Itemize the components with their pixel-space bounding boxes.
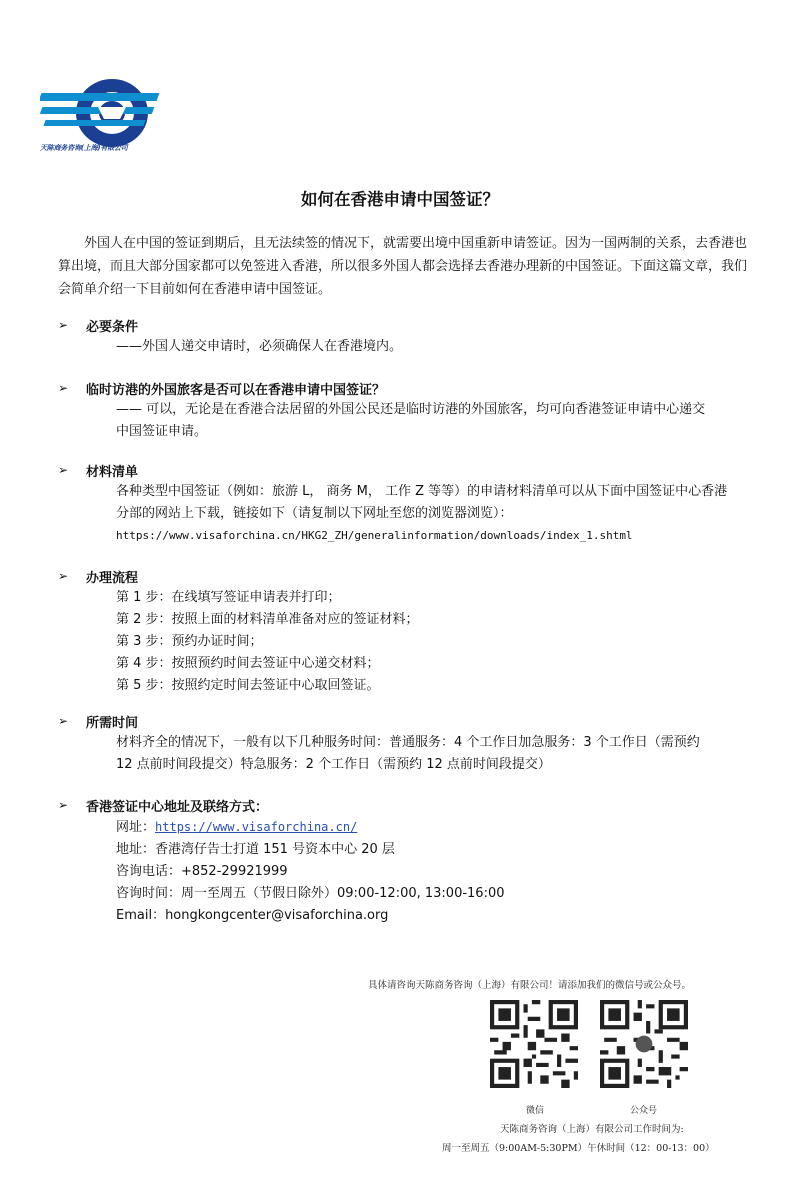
contact-hours: 咨询时间：周一至周五（节假日除外）09:00-12:00, 13:00-16:00 [116, 886, 505, 901]
wechat-qr-code-icon [490, 1000, 578, 1088]
section-materials [58, 459, 758, 547]
official-account-label: 公众号 [630, 1106, 658, 1116]
section-heading: 香港签证中心地址及联络方式： [86, 799, 269, 815]
process-step: 第 4 步：按照预约时间去签证中心递交材料； [116, 656, 380, 671]
website-label: 网址： [116, 820, 156, 835]
process-step: 第 1 步：在线填写签证申请表并打印； [116, 590, 341, 605]
section-process [58, 565, 758, 697]
page-title: 如何在香港申请中国签证？ [301, 190, 499, 209]
section-text: 材料齐全的情况下，一般有以下几种服务时间：普通服务：4 个工作日加急服务：3 个工作日（需预约 [116, 735, 700, 750]
arrowhead-bullet-icon: ➢ [58, 714, 69, 728]
section-heading: 临时访港的外国旅客是否可以在香港申请中国签证？ [86, 382, 386, 398]
official-account-qr-code-icon [600, 1000, 688, 1088]
arrowhead-bullet-icon: ➢ [58, 318, 69, 332]
contact-email: Email：hongkongcenter@visaforchina.org [116, 908, 389, 923]
company-hours-title: 天陈商务咨询（上海）有限公司工作时间为: [500, 1124, 684, 1135]
section-text: 中国签证申请。 [116, 424, 208, 439]
section-heading: 必要条件 [86, 319, 139, 335]
company-hours: 周一至周五（9:00AM-5:30PM）午休时间（12：00-13：00） [442, 1143, 715, 1154]
section-text: 各种类型中国签证（例如：旅游 L， 商务 M， 工作 Z 等等）的申请材料清单可以从下面中国签证中心香港 [116, 484, 728, 499]
section-text: ——外国人递交申请时，必须确保人在香港境内。 [116, 339, 403, 354]
section-text: 分部的网站上下载，链接如下（请复制以下网址至您的浏览器浏览）： [116, 506, 513, 521]
section-heading: 办理流程 [86, 570, 139, 586]
section-contact [58, 794, 758, 927]
arrowhead-bullet-icon: ➢ [58, 569, 69, 583]
section-heading: 所需时间 [86, 715, 139, 731]
section-requirements [58, 314, 758, 358]
contact-phone: 咨询电话：+852-29921999 [116, 864, 288, 879]
footer-note: 具体请咨询天陈商务咨询（上海）有限公司！请添加我们的微信号或公众号。 [368, 980, 692, 991]
process-step: 第 3 步：预约办证时间； [116, 634, 263, 649]
arrowhead-bullet-icon: ➢ [58, 798, 69, 812]
contact-address: 地址：香港湾仔告士打道 151 号资本中心 20 层 [116, 842, 395, 857]
section-text: 12 点前时间段提交）特急服务：2 个工作日（需预约 12 点前时间段提交） [116, 757, 551, 772]
process-step: 第 5 步：按照约定时间去签证中心取回签证。 [116, 678, 380, 693]
wechat-label: 微信 [526, 1106, 545, 1116]
section-transit [58, 377, 758, 443]
section-heading: 材料清单 [86, 464, 139, 480]
website-link[interactable]: https://www.visaforchina.cn/ [155, 820, 358, 834]
logo-caption: 天陈商务咨询(上海)有限公司 [40, 144, 128, 152]
process-step: 第 2 步：按照上面的材料清单准备对应的签证材料； [116, 612, 419, 627]
arrowhead-bullet-icon: ➢ [58, 381, 69, 395]
section-text: —— 可以，无论是在香港合法居留的外国公民还是临时访港的外国旅客，均可向香港签证申请中心递交 [116, 402, 706, 417]
arrowhead-bullet-icon: ➢ [58, 463, 69, 477]
section-time [58, 710, 758, 776]
materials-url[interactable]: https://www.visaforchina.cn/HKG2_ZH/generalinformation/downloads/index_1.shtml [116, 529, 633, 542]
intro-paragraph: 外国人在中国的签证到期后，且无法续签的情况下，就需要出境中国重新申请签证。因为一国两制的关系，去香港也算出境，而且大部分国家都可以免签进入香港，所以很多外国人都会选择去香港办理新的中国签证。下面这篇文章，我们会简单介绍一下目前如何在香港申请中国签证。 [58, 236, 748, 297]
